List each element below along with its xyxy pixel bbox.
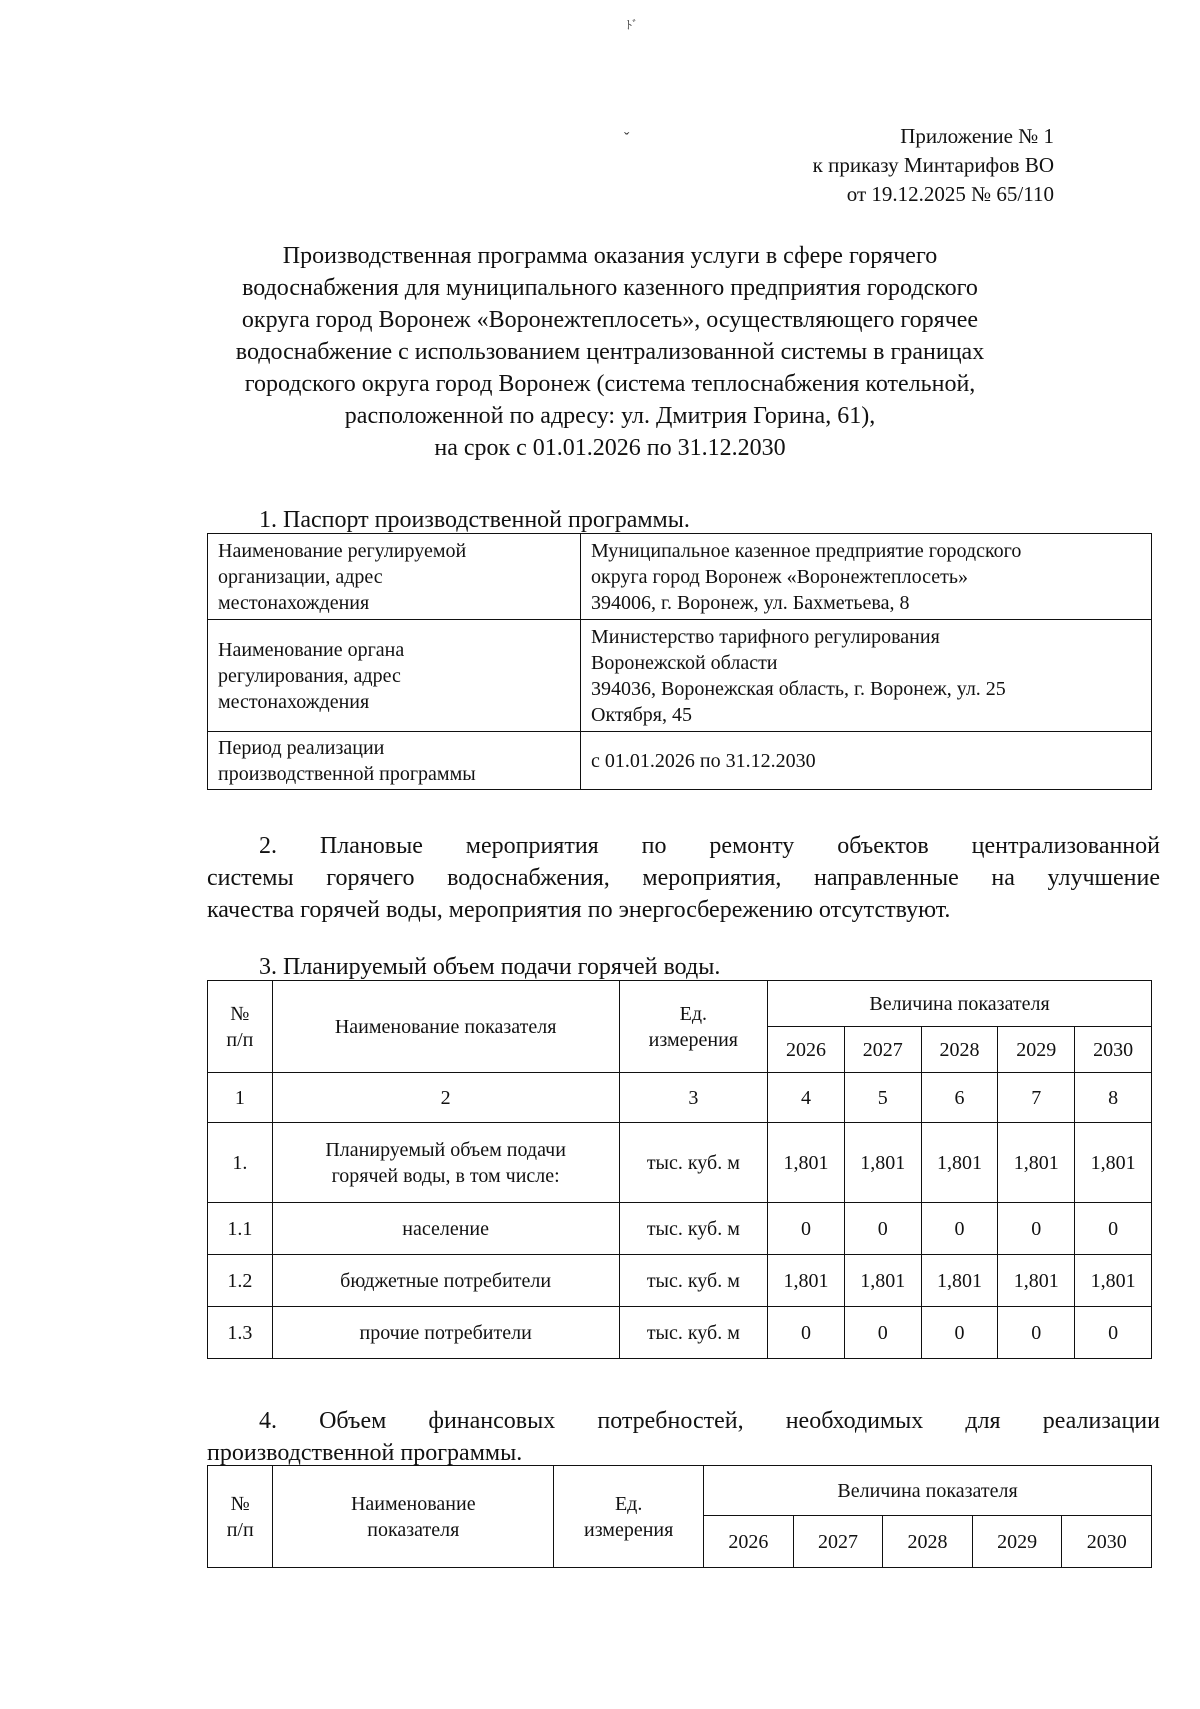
paragraph-line: производственной программы. [207, 1440, 523, 1466]
passport-table [207, 533, 1152, 790]
cell-line: Ед. [679, 1002, 708, 1025]
cell-line: местонахождения [218, 690, 370, 713]
header-year: 2030 [1062, 1516, 1152, 1568]
scan-mark-middle: ˇ [624, 130, 630, 147]
cell-line: 394006, г. Воронеж, ул. Бахметьева, 8 [591, 591, 910, 614]
cell-line: Октября, 45 [591, 703, 692, 726]
row-name: прочие потребители [272, 1307, 619, 1359]
row-value: 1,801 [921, 1123, 998, 1203]
passport-label [208, 732, 581, 790]
header-year: 2029 [998, 1027, 1075, 1073]
cell-line: п/п [226, 1518, 254, 1541]
cell-line: Период реализации [218, 736, 385, 759]
row-value: 1,801 [768, 1255, 845, 1307]
appendix-order: к приказу Минтарифов ВО [812, 153, 1054, 177]
table-row [208, 732, 1152, 790]
index-cell: 2 [272, 1073, 619, 1123]
cell-line: измерения [648, 1028, 739, 1051]
row-name: население [272, 1203, 619, 1255]
header-year: 2027 [793, 1516, 883, 1568]
cell-line: Муниципальное казенное предприятие городского [591, 539, 1022, 562]
index-row [208, 1073, 1152, 1123]
row-value: 1,801 [998, 1123, 1075, 1203]
index-cell: 6 [921, 1073, 998, 1123]
paragraph-line: 2. Плановые мероприятия по ремонту объектов централизованной [259, 833, 1160, 859]
title-line: Производственная программа оказания услуги в сфере горячего [282, 243, 938, 269]
row-unit: тыс. куб. м [619, 1123, 768, 1203]
title-line: водоснабжения для муниципального казенного предприятия городского [242, 275, 978, 301]
appendix-date: от 19.12.2025 № 65/110 [846, 182, 1054, 206]
title-line: округа город Воронеж «Воронежтеплосеть», осуществляющего горячее [241, 307, 979, 333]
table-row [208, 1255, 1152, 1307]
table-header-row [208, 1466, 1152, 1516]
cell-line: округа город Воронеж «Воронежтеплосеть» [591, 565, 968, 588]
table-row [208, 1307, 1152, 1359]
cell-line: горячей воды, в том числе: [331, 1164, 560, 1187]
cell-line: п/п [226, 1028, 254, 1051]
header-num [208, 981, 273, 1073]
index-cell: 8 [1075, 1073, 1152, 1123]
cell-line: Воронежской области [591, 651, 778, 674]
section3-heading: 3. Планируемый объем подачи горячей воды. [259, 954, 721, 980]
cell-line: 394036, Воронежская область, г. Воронеж, ул. 25 [591, 677, 1006, 700]
row-value: 1,801 [1075, 1123, 1152, 1203]
cell-line: Наименование [350, 1492, 476, 1515]
row-value: 0 [998, 1203, 1075, 1255]
header-year: 2029 [972, 1516, 1062, 1568]
row-value: 0 [768, 1307, 845, 1359]
passport-label [208, 620, 581, 732]
row-value: 1,801 [768, 1123, 845, 1203]
row-num: 1.3 [208, 1307, 273, 1359]
row-name [272, 1123, 619, 1203]
title-line: расположенной по адресу: ул. Дмитрия Горина, 61), [344, 403, 876, 429]
row-value: 0 [768, 1203, 845, 1255]
passport-value [581, 620, 1152, 732]
row-unit: тыс. куб. м [619, 1203, 768, 1255]
table-row [208, 1123, 1152, 1203]
cell-line: местонахождения [218, 591, 370, 614]
appendix-reference [813, 122, 1054, 209]
cell-line: показателя [367, 1518, 460, 1541]
document-title [180, 240, 1040, 464]
cell-line: измерения [583, 1518, 674, 1541]
title-line: на срок с 01.01.2026 по 31.12.2030 [434, 435, 786, 461]
appendix-number: Приложение № 1 [900, 124, 1054, 148]
passport-value [581, 732, 1152, 790]
row-unit: тыс. куб. м [619, 1255, 768, 1307]
cell-line: Наименование органа [218, 638, 405, 661]
row-value: 0 [844, 1307, 921, 1359]
header-num [208, 1466, 273, 1568]
index-cell: 7 [998, 1073, 1075, 1123]
header-year: 2026 [768, 1027, 845, 1073]
water-supply-table [207, 980, 1152, 1359]
header-year: 2026 [704, 1516, 794, 1568]
scan-mark-top: ﾄﾞ [626, 18, 639, 32]
cell-line: № [230, 1492, 250, 1515]
header-value-group: Величина показателя [768, 981, 1152, 1027]
header-name [273, 1466, 554, 1568]
row-value: 0 [921, 1307, 998, 1359]
row-value: 1,801 [844, 1255, 921, 1307]
row-value: 0 [998, 1307, 1075, 1359]
paragraph-line: системы горячего водоснабжения, мероприятия, направленные на улучшение [207, 865, 1160, 891]
table-row [208, 534, 1152, 620]
cell-line: Планируемый объем подачи [325, 1138, 566, 1161]
table-row [208, 620, 1152, 732]
section4-paragraph [207, 1405, 1160, 1469]
passport-value [581, 534, 1152, 620]
header-unit [554, 1466, 704, 1568]
header-unit [619, 981, 768, 1073]
row-value: 1,801 [844, 1123, 921, 1203]
cell-line: Ед. [614, 1492, 643, 1515]
table-row [208, 1203, 1152, 1255]
passport-label [208, 534, 581, 620]
cell-line: с 01.01.2026 по 31.12.2030 [591, 749, 816, 772]
cell-line: организации, адрес [218, 565, 383, 588]
row-unit: тыс. куб. м [619, 1307, 768, 1359]
cell-line: регулирования, адрес [218, 664, 401, 687]
index-cell: 4 [768, 1073, 845, 1123]
section2-paragraph [207, 830, 1160, 926]
cell-line: производственной программы [218, 762, 476, 785]
row-value: 0 [921, 1203, 998, 1255]
title-line: городского округа город Воронеж (система теплоснабжения котельной, [244, 371, 976, 397]
cell-line: Министерство тарифного регулирования [591, 625, 940, 648]
row-name: бюджетные потребители [272, 1255, 619, 1307]
paragraph-line: 4. Объем финансовых потребностей, необходимых для реализации [259, 1408, 1160, 1434]
table-header-row [208, 981, 1152, 1027]
row-value: 0 [1075, 1203, 1152, 1255]
section1-heading: 1. Паспорт производственной программы. [259, 507, 690, 533]
row-value: 1,801 [998, 1255, 1075, 1307]
title-line: водоснабжение с использованием централизованной системы в границах [235, 339, 985, 365]
row-value: 1,801 [1075, 1255, 1152, 1307]
header-year: 2028 [921, 1027, 998, 1073]
row-num: 1. [208, 1123, 273, 1203]
header-year: 2030 [1075, 1027, 1152, 1073]
cell-line: Наименование регулируемой [218, 539, 467, 562]
index-cell: 3 [619, 1073, 768, 1123]
index-cell: 1 [208, 1073, 273, 1123]
index-cell: 5 [844, 1073, 921, 1123]
cell-line: № [230, 1002, 250, 1025]
row-value: 1,801 [921, 1255, 998, 1307]
header-value-group: Величина показателя [704, 1466, 1152, 1516]
header-name: Наименование показателя [272, 981, 619, 1073]
paragraph-line: качества горячей воды, мероприятия по энергосбережению отсутствуют. [207, 897, 951, 923]
financial-table [207, 1465, 1152, 1568]
row-num: 1.2 [208, 1255, 273, 1307]
row-num: 1.1 [208, 1203, 273, 1255]
header-year: 2028 [883, 1516, 973, 1568]
row-value: 0 [1075, 1307, 1152, 1359]
row-value: 0 [844, 1203, 921, 1255]
header-year: 2027 [844, 1027, 921, 1073]
